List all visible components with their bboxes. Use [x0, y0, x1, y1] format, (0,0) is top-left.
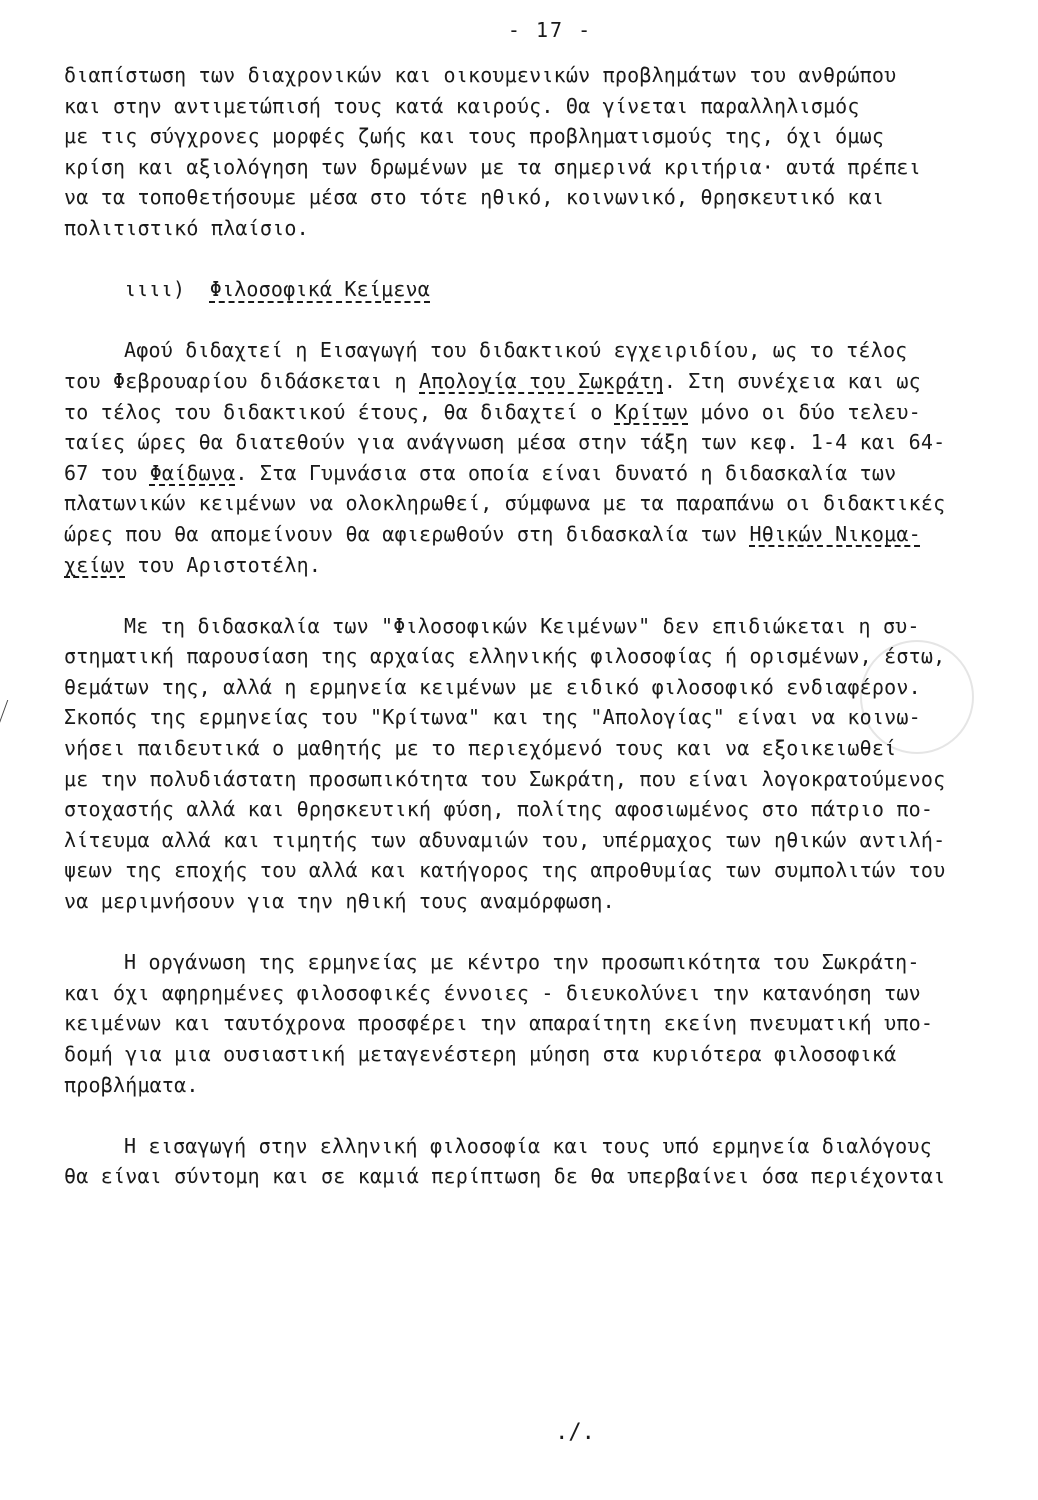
underlined-title: χείων: [64, 552, 126, 577]
paragraph-line: 67 του Φαίδωνα. Στα Γυμνάσια στα οποία είναι δυνατό η διδασκαλία των: [64, 460, 897, 485]
paragraph-line: νήσει παιδευτικά ο μαθητής με το περιεχόμενό τους και να εξοικειωθεί: [64, 736, 897, 761]
paragraph-line: και στην αντιμετώπισή τους κατά καιρούς. Θα γίνεται παραλληλισμός: [64, 93, 860, 118]
continuation-mark: ./.: [555, 1420, 595, 1445]
paragraph-line: Η οργάνωση της ερμηνείας με κέντρο την προσωπικότητα του Σωκράτη-: [124, 950, 920, 975]
paragraph-line: να τα τοποθετήσουμε μέσα στο τότε ηθικό, κοινωνικό, θρησκευτικό και: [64, 185, 885, 210]
section-heading: [64, 274, 1024, 305]
margin-mark: [0, 700, 20, 740]
paragraph-line: Με τη διδασκαλία των "Φιλοσοφικών Κειμένων" δεν επιδιώκεται η συ-: [124, 613, 920, 638]
paragraph-line: Αφού διδαχτεί η Εισαγωγή του διδακτικού εγχειριδίου, ως το τέλος: [124, 338, 908, 363]
paragraph-line: διαπίστωση των διαχρονικών και οικουμενικών προβλημάτων του ανθρώπου: [64, 63, 897, 87]
underlined-title: Απολογία του Σωκράτη: [419, 368, 664, 393]
paragraph-line: κειμένων και ταυτόχρονα προσφέρει την απαραίτητη εκείνη πνευματική υπο-: [64, 1011, 934, 1036]
heading-title: Φιλοσοφικά Κείμενα: [209, 277, 431, 302]
paragraph-line: ώρες που θα απομείνουν θα αφιερωθούν στη διδασκαλία των Ηθικών Νικομα-: [64, 521, 921, 546]
paragraph-line: να μεριμνήσουν για την ηθική τους αναμόρφωση.: [64, 889, 615, 914]
paragraph-line: δομή για μια ουσιαστική μεταγενέστερη μύηση στα κυριότερα φιλοσοφικά: [64, 1042, 897, 1066]
paragraph-line: Η εισαγωγή στην ελληνική φιλοσοφία και τους υπό ερμηνεία διαλόγους: [124, 1133, 932, 1158]
paragraph-line: με την πολυδιάστατη προσωπικότητα του Σωκράτη, που είναι λογοκρατούμενος: [64, 766, 946, 791]
underlined-title: Φαίδωνα: [149, 460, 236, 485]
paragraph-line: στηματική παρουσίαση της αρχαίας ελληνικής φιλοσοφίας ή ορισμένων, έστω,: [64, 644, 946, 669]
heading-numeral: ιιιι): [124, 277, 186, 302]
paragraph-line: χείων του Αριστοτέλη.: [64, 552, 322, 577]
paragraph-line: πλατωνικών κειμένων να ολοκληρωθεί, σύμφωνα με τα παραπάνω οι διδακτικές: [64, 491, 946, 516]
paragraph-line: το τέλος του διδακτικού έτους, θα διδαχτεί ο Κρίτων μόνο οι δύο τελευ-: [64, 399, 921, 424]
paragraph-line: πολιτιστικό πλαίσιο.: [64, 215, 309, 240]
underlined-title: Κρίτων: [614, 399, 689, 424]
underlined-title: Ηθικών Νικομα-: [749, 521, 921, 546]
body-text: [64, 60, 1024, 1192]
paragraph-line: με τις σύγχρονες μορφές ζωής και τους προβληματισμούς της, όχι όμως: [64, 124, 885, 149]
paragraph-line: προβλήματα.: [64, 1072, 199, 1097]
paragraph-line: στοχαστής αλλά και θρησκευτική φύση, πολίτης αφοσιωμένος στο πάτριο πο-: [64, 797, 934, 822]
paragraph-line: ταίες ώρες θα διατεθούν για ανάγνωση μέσα στην τάξη των κεφ. 1-4 και 64-: [64, 430, 946, 455]
paragraph-line: κρίση και αξιολόγηση των δρωμένων με τα σημερινά κριτήρια· αυτά πρέπει: [64, 154, 921, 179]
paragraph-line: θεμάτων της, αλλά η ερμηνεία κειμένων με ειδικό φιλοσοφικό ενδιαφέρον.: [64, 674, 921, 699]
paragraph-line: θα είναι σύντομη και σε καμιά περίπτωση δε θα υπερβαίνει όσα περιέχονται: [64, 1164, 946, 1189]
page-number: - 17 -: [507, 18, 593, 42]
paragraph-line: λίτευμα αλλά και τιμητής των αδυναμιών του, υπέρμαχος των ηθικών αντιλή-: [64, 827, 946, 852]
paragraph-line: ψεων της εποχής του αλλά και κατήγορος της απροθυμίας των συμπολιτών του: [64, 858, 946, 883]
paragraph-line: και όχι αφηρημένες φιλοσοφικές έννοιες - διευκολύνει την κατανόηση των: [64, 980, 921, 1005]
paragraph-line: του Φεβρουαρίου διδάσκεται η Απολογία του Σωκράτη. Στη συνέχεια και ως: [64, 368, 921, 393]
paragraph-line: Σκοπός της ερμηνείας του "Κρίτωνα" και της "Απολογίας" είναι να κοινω-: [64, 705, 921, 730]
